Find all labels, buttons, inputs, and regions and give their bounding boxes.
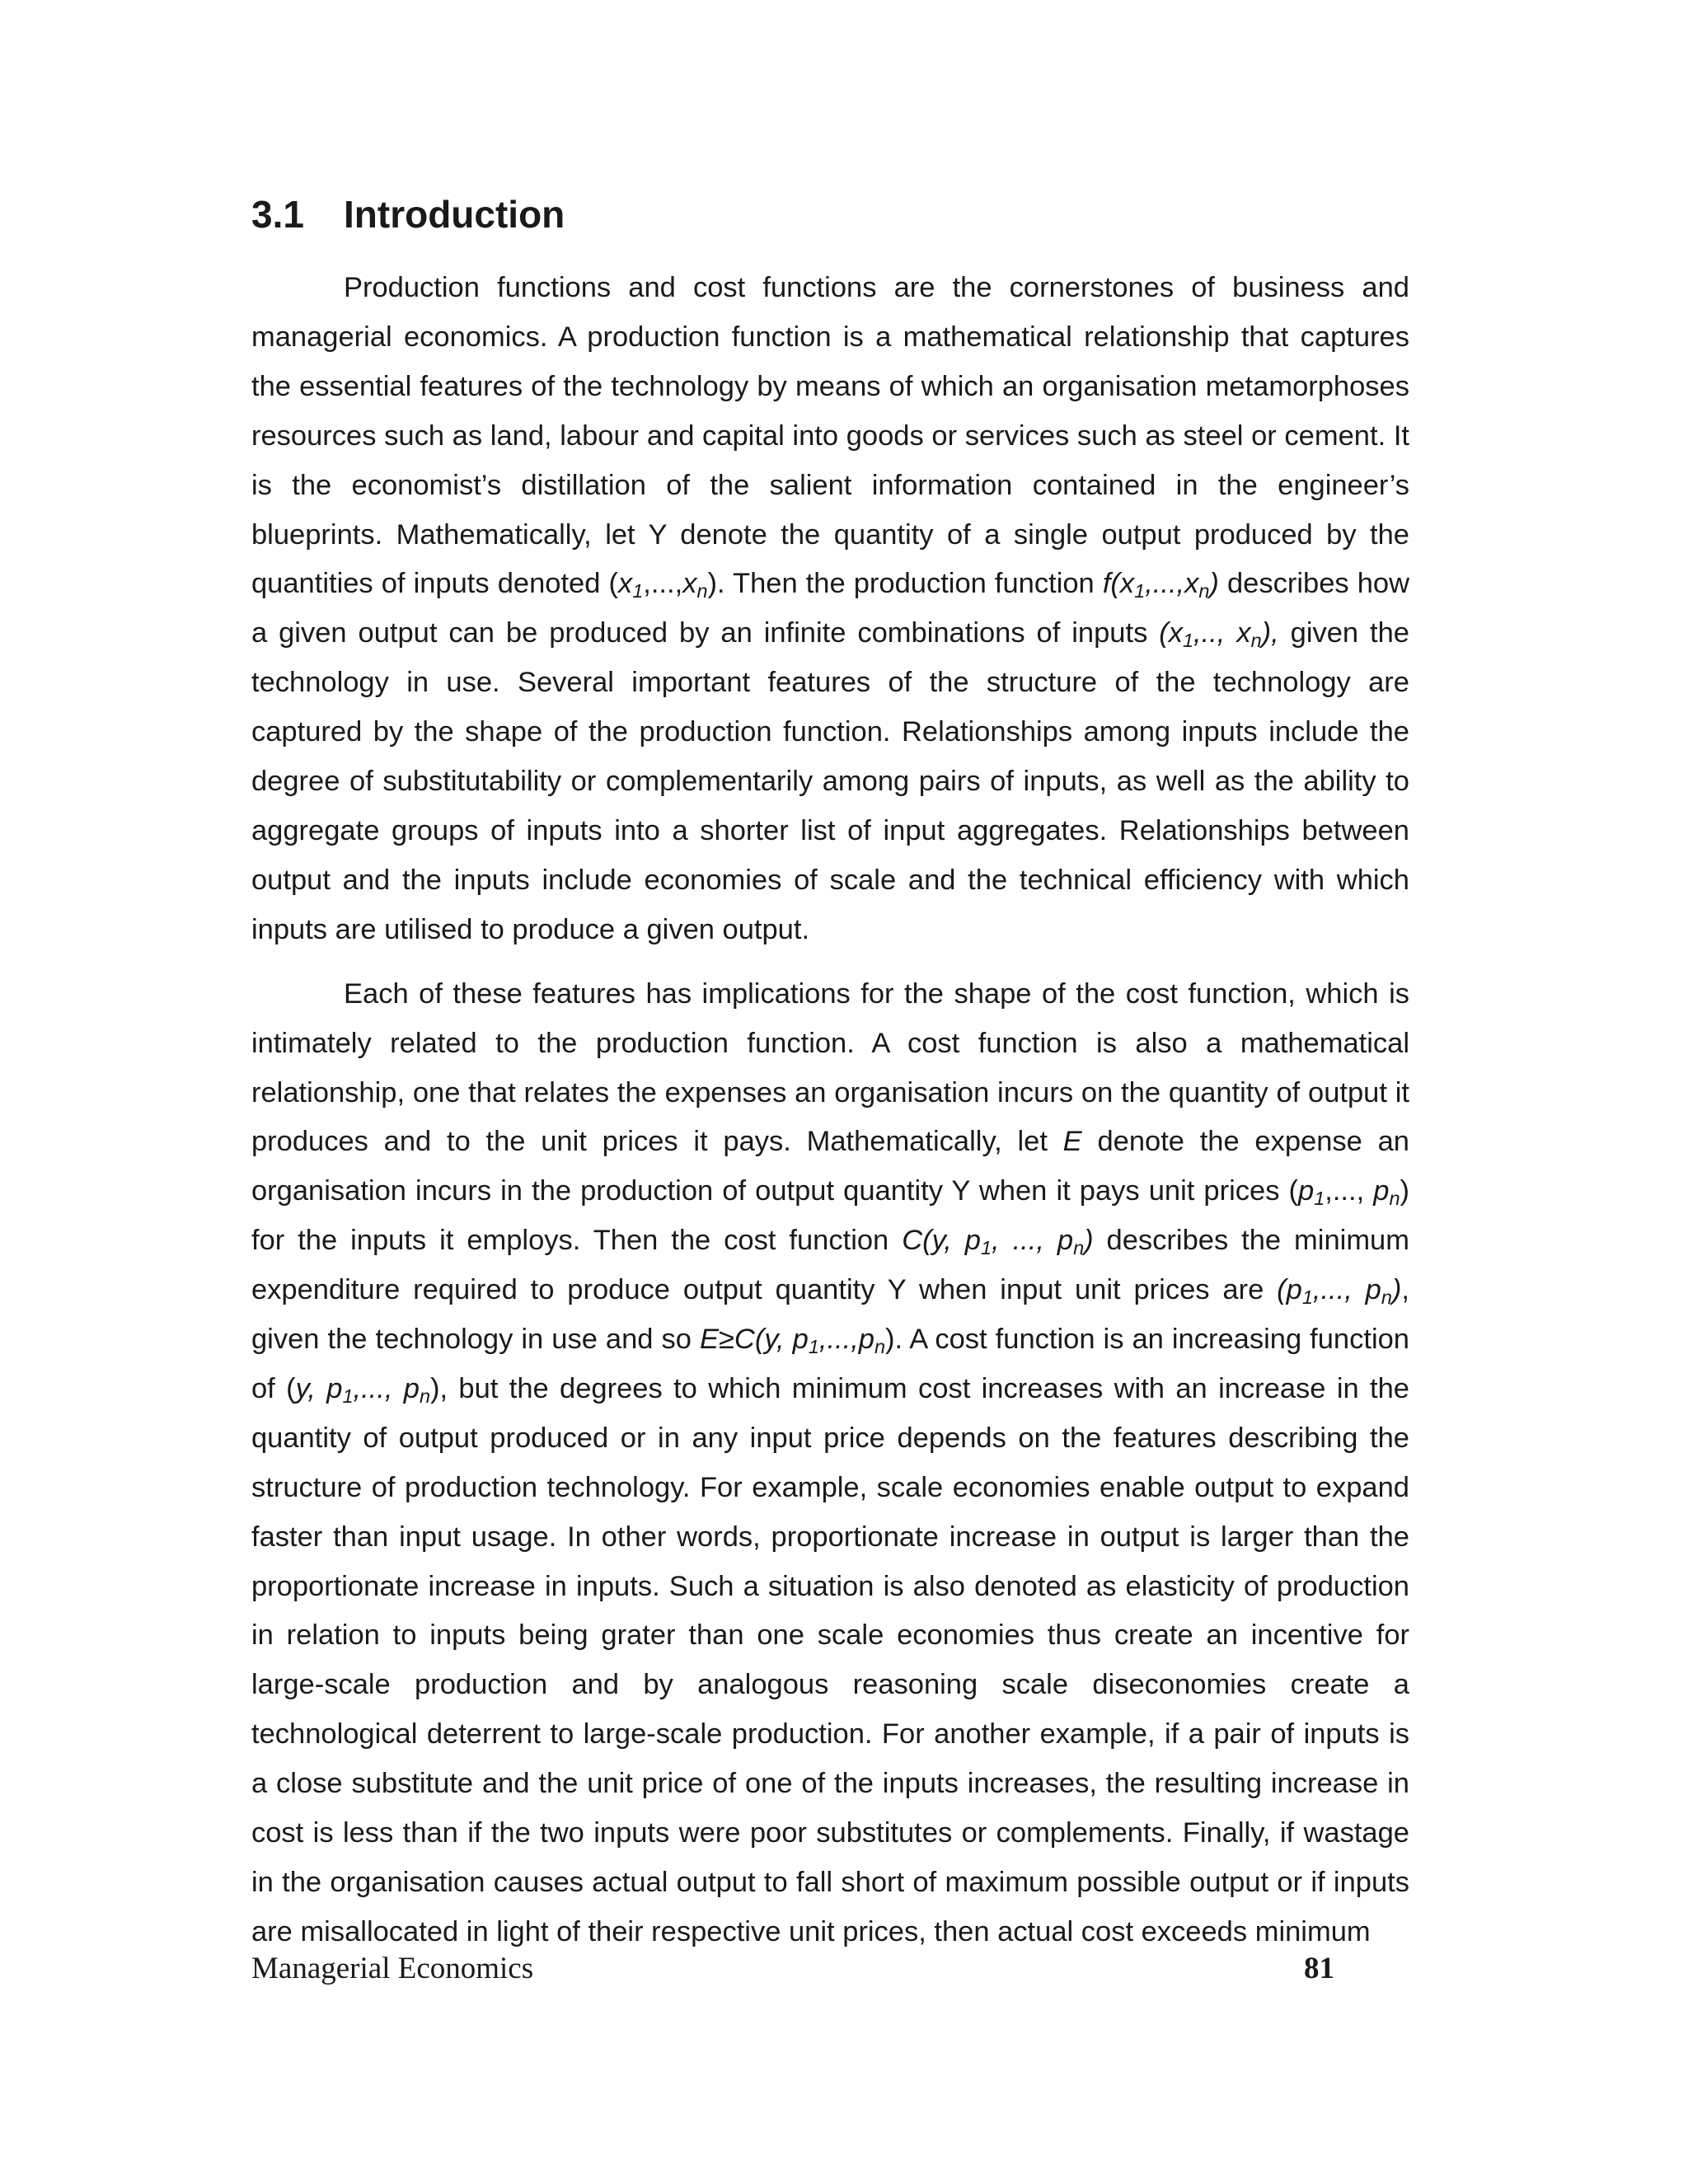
subscript: n [1389,1188,1400,1210]
math-expr: ) [1084,1225,1094,1257]
page-number: 81 [1304,1952,1334,1985]
subscript: n [874,1335,886,1357]
subscript: 1 [342,1385,354,1407]
footer-book-title: Managerial Economics [251,1952,534,1985]
math-expr: ), [1261,617,1279,649]
text-run: Production functions and cost functions are the cornerstones of business and managerial economics. A production function is a mathematical relationship that captures the essential features of the technology by means of which an organisation metamorphoses resources such as land, labour and capital into goods or services such as steel or cement. It is the economist’s distillation of the salient information contained in the engineer’s blueprints. Mathematically, let Y denote the quantity of a single output produced by the quantities of inputs denoted ( [251,272,1409,600]
math-expr: f(x [1102,568,1135,600]
section-number: 3.1 [251,193,304,236]
text-run: ) for the inputs it employs. Then the cost function [251,1175,1409,1257]
math-var: x [682,568,697,600]
subscript: n [1073,1237,1085,1259]
text-run: ,..., [643,568,683,600]
text-run: Each of these features has implications for the shape of the cost function, which is intimately related to the production function. A cost function is also a mathematical relationship, one that relates the expenses an organisation incurs on the quantity of output it produces and to the unit prices it pays. Mathematically, let [251,977,1409,1158]
subscript: n [696,580,708,602]
text-run: , [1401,1274,1410,1306]
math-var: E [1062,1126,1082,1158]
math-expr: ,..., p [353,1372,420,1404]
math-var: x [617,568,633,600]
subscript: n [1198,580,1210,602]
text-run: describes how a given output can be produced by an infinite combinations of inputs [251,568,1409,649]
text-run: ). Then the production function [707,568,1103,600]
text-run: ,..., [1325,1175,1374,1207]
subscript: 1 [1183,630,1194,652]
subscript: 1 [1314,1188,1325,1210]
subscript: 1 [808,1335,819,1357]
math-var: p [1373,1175,1390,1207]
math-expr: ,..., p [1312,1274,1381,1306]
text-run: given the technology in use. Several important features of the structure of the technology are captured by the shape of the production function. Relationships among inputs include the degree of substitutability or complementarily among pairs of inputs, as well as the ability to aggregate groups of inputs into a shorter list of input aggregates. Relationships between output and the inputs include economies of scale and the technical efficiency with which inputs are utilised to produce a given output. [251,617,1409,945]
subscript: n [1250,630,1262,652]
body-text [251,264,1409,1972]
math-expr: (x [1159,617,1183,649]
paragraph-1 [251,264,1409,955]
math-expr: ) [1209,568,1219,600]
math-expr: C(y, p [902,1225,981,1257]
math-expr: y, p [295,1372,343,1404]
math-var: p [1298,1175,1315,1207]
section-title: Introduction [344,193,565,236]
math-expr: , ..., p [992,1225,1074,1257]
paragraph-2 [251,970,1409,1957]
math-expr: E≥C(y, p [699,1324,809,1356]
text-run: ), but the degrees to which minimum cost increases with an increase in the quantity of output produced or in any input price depends on the features describing the structure of production technology. For example, scale economies enable output to expand faster than input usage. In other words, proportionate increase in output is larger than the proportionate increase in inputs. Such a situation is also denoted as elasticity of production in relation to inputs being grater than one scale economies thus create an incentive for large-scale production and by analogous reasoning scale diseconomies create a technological deterrent to large-scale production. For another example, if a pair of inputs is a close substitute and the unit price of one of the inputs increases, the resulting increase in cost is less than if the two inputs were poor substitutes or complements. Finally, if wastage in the organisation causes actual output to fall short of maximum possible output or if inputs are misallocated in light of their respective unit prices, then actual cost exceeds minimum [251,1372,1409,1947]
subscript: 1 [981,1237,992,1259]
text-run: describes the minimum expenditure required to produce output quantity Y when input unit prices are [251,1225,1409,1306]
subscript: 1 [1134,580,1146,602]
subscript: 1 [632,580,644,602]
math-expr: ,.., x [1193,617,1251,649]
text-run: ) [885,1324,895,1356]
subscript: n [1381,1286,1392,1308]
text-run: denote the expense an organisation incurs in the production of output quantity Y when it pays unit prices ( [251,1126,1409,1207]
section-heading [251,185,565,243]
text-run: given the technology in use and so [251,1324,700,1356]
text-run: . A cost function is an increasing function of ( [251,1324,1409,1404]
subscript: n [419,1385,430,1407]
math-expr: ,...,p [818,1324,874,1356]
math-expr: (p [1277,1274,1302,1306]
math-expr: ,...,x [1145,568,1199,600]
math-expr: ) [1391,1274,1402,1306]
subscript: 1 [1301,1286,1313,1308]
